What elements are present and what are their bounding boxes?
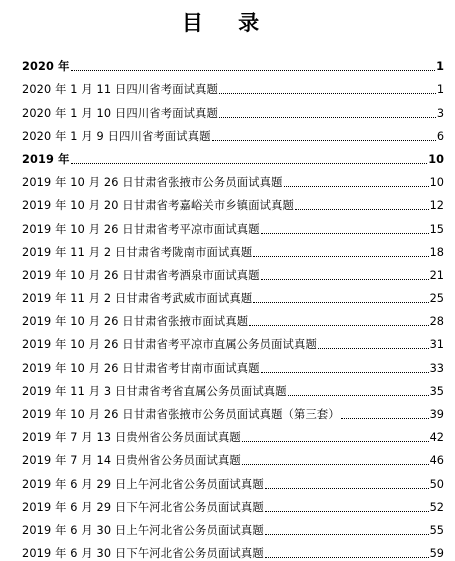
toc-entry-title: 2019 年	[22, 152, 70, 166]
toc-entry-title: 2019 年 11 月 2 日甘肃省考武威市面试真题	[22, 292, 253, 306]
toc-leader-dots	[242, 437, 429, 442]
toc-leader-dots	[284, 182, 429, 187]
toc-leader-dots	[341, 414, 429, 419]
toc-entry[interactable]	[22, 445, 444, 468]
toc-entry-page: 10	[428, 152, 444, 166]
toc-leader-dots	[318, 344, 429, 349]
toc-entry-page: 39	[429, 408, 444, 421]
toc-entry-title: 2020 年 1 月 9 日四川省考面试真题	[22, 129, 211, 143]
toc-entry-page: 46	[429, 454, 444, 468]
toc-entry-page: 1	[436, 83, 444, 97]
toc-entry-page: 25	[429, 292, 444, 306]
toc-entry-title: 2019 年 10 月 20 日甘肃省考嘉峪关市乡镇面试真题	[22, 199, 295, 213]
toc-entry-title: 2020 年 1 月 10 日四川省考面试真题	[22, 106, 218, 120]
toc-leader-dots	[71, 66, 436, 71]
toc-entry[interactable]	[22, 306, 444, 329]
toc-entry[interactable]	[22, 515, 444, 538]
toc-leader-dots	[288, 391, 429, 396]
toc-leader-dots	[265, 530, 429, 535]
toc-entry-page: 33	[429, 361, 444, 375]
toc-entry[interactable]	[22, 121, 444, 144]
toc-entry-page: 55	[429, 523, 444, 537]
toc-leader-dots	[265, 553, 429, 558]
toc-leader-dots	[261, 368, 429, 373]
toc-leader-dots	[253, 252, 428, 257]
toc-entry[interactable]	[22, 352, 444, 375]
toc-entry-page: 6	[436, 129, 444, 143]
toc-leader-dots	[219, 113, 436, 118]
toc-entry-title: 2019 年 11 月 2 日甘肃省考陇南市面试真题	[22, 245, 253, 259]
toc-entry[interactable]	[22, 167, 444, 190]
toc-leader-dots	[261, 275, 429, 280]
toc-entry-title: 2019 年 10 月 26 日甘肃省张掖市面试真题	[22, 315, 249, 329]
toc-entry[interactable]	[22, 74, 444, 97]
toc-leader-dots	[253, 298, 428, 303]
toc-entry-title: 2019 年 10 月 26 日甘肃省考酒泉市面试真题	[22, 268, 260, 282]
toc-entry[interactable]	[22, 376, 444, 399]
toc-entry[interactable]	[22, 283, 444, 306]
toc-entry-title: 2019 年 6 月 29 日上午河北省公务员面试真题	[22, 477, 264, 491]
toc-entry-page: 59	[429, 547, 444, 561]
toc-entry[interactable]	[22, 237, 444, 260]
toc-leader-dots	[212, 136, 436, 141]
toc-leader-dots	[261, 229, 429, 234]
toc-entry-title: 2019 年 6 月 29 日下午河北省公务员面试真题	[22, 500, 264, 514]
toc-leader-dots	[265, 484, 429, 489]
toc-entry-page: 35	[429, 384, 444, 398]
toc-entry[interactable]	[22, 422, 444, 445]
toc-leader-dots	[249, 321, 428, 326]
toc-entry-page: 21	[429, 268, 444, 282]
toc-entry-page: 42	[429, 431, 444, 445]
toc-entry[interactable]	[22, 144, 444, 167]
toc-entry-title: 2019 年 10 月 26 日甘肃省考平凉市面试真题	[22, 222, 260, 236]
toc-leader-dots	[242, 460, 429, 465]
toc-entry-title: 2020 年 1 月 11 日四川省考面试真题	[22, 83, 218, 97]
toc-title: 目 录	[181, 11, 274, 35]
toc-entry-page: 50	[429, 477, 444, 491]
toc-entry[interactable]	[22, 51, 444, 74]
toc-entry[interactable]	[22, 97, 444, 120]
toc-entry-title: 2019 年 7 月 13 日贵州省公务员面试真题	[22, 431, 241, 445]
toc-entry-page: 15	[429, 222, 444, 236]
toc-entry-page: 18	[429, 245, 444, 259]
toc-entry-page: 10	[429, 176, 444, 190]
toc-entry-page: 31	[429, 338, 444, 352]
toc-entry[interactable]	[22, 492, 444, 515]
toc-entry-page: 28	[429, 315, 444, 329]
toc-entry-page: 3	[436, 106, 444, 120]
toc-entry-title: 2019 年 10 月 26 日甘肃省考甘南市面试真题	[22, 361, 260, 375]
toc-entry-title: 2020 年	[22, 60, 70, 74]
toc-entry-page: 1	[436, 60, 444, 74]
toc-entry-title: 2019 年 6 月 30 日上午河北省公务员面试真题	[22, 523, 264, 537]
toc-entry[interactable]	[22, 213, 444, 236]
toc-leader-dots	[219, 89, 436, 94]
toc-leader-dots	[71, 159, 428, 164]
toc-entry[interactable]	[22, 538, 444, 561]
toc-entry-title: 2019 年 7 月 14 日贵州省公务员面试真题	[22, 454, 241, 468]
toc-entry-title: 2019 年 6 月 30 日下午河北省公务员面试真题	[22, 547, 264, 561]
toc-entry[interactable]	[22, 190, 444, 213]
toc-entry-page: 12	[429, 199, 444, 213]
toc-entry[interactable]	[22, 329, 444, 352]
toc-leader-dots	[295, 205, 429, 210]
toc-list	[22, 51, 444, 561]
toc-entry-title: 2019 年 10 月 26 日甘肃省张掖市公务员面试真题（第三套）	[22, 408, 340, 421]
toc-entry[interactable]	[22, 399, 444, 422]
toc-entry[interactable]	[22, 468, 444, 491]
toc-entry-title: 2019 年 10 月 26 日甘肃省张掖市公务员面试真题	[22, 176, 283, 190]
toc-entry-title: 2019 年 10 月 26 日甘肃省考平凉市直属公务员面试真题	[22, 338, 317, 352]
toc-entry[interactable]	[22, 260, 444, 283]
toc-leader-dots	[265, 507, 429, 512]
toc-entry-title: 2019 年 11 月 3 日甘肃省考省直属公务员面试真题	[22, 384, 287, 398]
toc-entry-page: 52	[429, 500, 444, 514]
